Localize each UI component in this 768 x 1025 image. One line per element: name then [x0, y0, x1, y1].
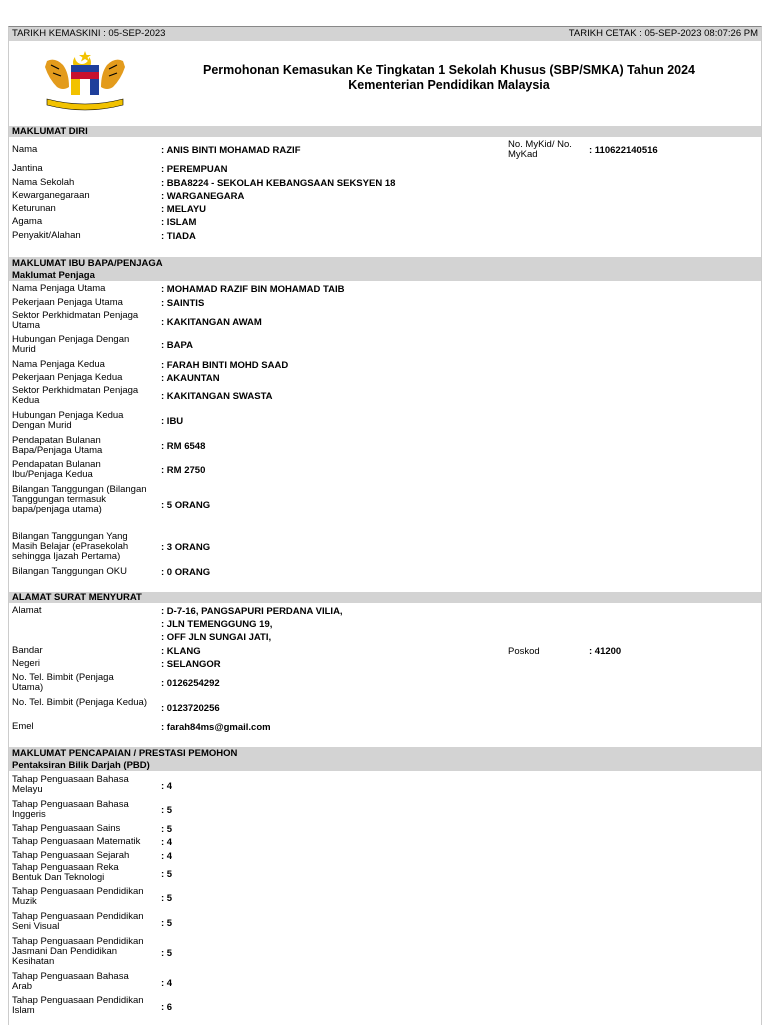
field-value: : 5 — [161, 805, 173, 816]
field-label: Sektor Perkhidmatan Penjaga Kedua — [12, 385, 139, 406]
section-heading: MAKLUMAT DIRI — [12, 126, 88, 137]
field-value: : 4 — [161, 781, 173, 792]
field-label: No. Tel. Bimbit (Penjaga Utama) — [12, 672, 114, 693]
field-label: Sektor Perkhidmatan Penjaga Utama — [12, 310, 139, 331]
section-heading: MAKLUMAT PENCAPAIAN / PRESTASI PEMOHON — [12, 748, 238, 759]
field-value: : KAKITANGAN SWASTA — [161, 391, 273, 402]
field-label: Tahap Penguasaan Reka Bentuk Dan Teknologi — [12, 862, 119, 883]
section-heading: MAKLUMAT IBU BAPA/PENJAGA — [12, 258, 163, 269]
field-label: Tahap Penguasaan Matematik — [12, 836, 141, 847]
field-label: Tahap Penguasaan Pendidikan Jasmani Dan Pendidikan Kesihatan — [12, 936, 144, 967]
field-label: Negeri — [12, 658, 40, 669]
section-subheading: Maklumat Penjaga — [12, 270, 95, 281]
field-value: : farah84ms@gmail.com — [161, 722, 271, 733]
field-label: Tahap Penguasaan Sejarah — [12, 850, 130, 861]
field-label: Bilangan Tanggungan OKU — [12, 566, 127, 577]
field-value: : SELANGOR — [161, 659, 221, 670]
field-value: : BAPA — [161, 340, 194, 351]
field-label: Tahap Penguasaan Pendidikan Seni Visual — [12, 911, 144, 932]
field-label: Tahap Penguasaan Sains — [12, 823, 121, 834]
field-value: : 4 — [161, 837, 173, 848]
section-heading: ALAMAT SURAT MENYURAT — [12, 592, 142, 603]
field-value: : 5 — [161, 948, 173, 959]
document-page — [8, 26, 762, 1025]
field-label: Tahap Penguasaan Pendidikan Islam — [12, 995, 144, 1016]
poskod-label: Poskod — [508, 646, 540, 657]
field-label: Bilangan Tanggungan Yang Masih Belajar (ePrasekolah sehingga Ijazah Pertama) — [12, 531, 129, 562]
field-value: : MOHAMAD RAZIF BIN MOHAMAD TAIB — [161, 284, 345, 295]
field-label: Nama Penjaga Kedua — [12, 359, 105, 370]
field-value: : ISLAM — [161, 217, 197, 228]
field-value: : SAINTIS — [161, 298, 205, 309]
field-label: Alamat — [12, 605, 42, 616]
malaysia-crest-icon — [37, 49, 133, 111]
field-value: : 0126254292 — [161, 678, 220, 689]
updated-date: TARIKH KEMASKINI : 05-SEP-2023 — [12, 28, 166, 39]
field-value: : 6 — [161, 1002, 173, 1013]
section-alamat — [9, 592, 761, 603]
field-value: : 0123720256 — [161, 703, 220, 714]
section-pencapaian — [9, 747, 761, 771]
field-value: : RM 6548 — [161, 441, 206, 452]
field-label: Penyakit/Alahan — [12, 230, 81, 241]
field-value: : 3 ORANG — [161, 542, 211, 553]
field-label: Tahap Penguasaan Bahasa Inggeris — [12, 799, 129, 820]
field-value: : 4 — [161, 851, 173, 862]
field-label: Keturunan — [12, 203, 56, 214]
field-value: : WARGANEGARA — [161, 191, 245, 202]
field-value: : PEREMPUAN — [161, 164, 228, 175]
field-value: : 0 ORANG — [161, 567, 211, 578]
field-value: : JLN TEMENGGUNG 19, — [161, 619, 273, 630]
field-label: Hubungan Penjaga Kedua Dengan Murid — [12, 410, 124, 431]
field-row — [9, 145, 761, 156]
field-label: Tahap Penguasaan Pendidikan Muzik — [12, 886, 144, 907]
section-maklumat-diri — [9, 126, 761, 137]
field-value: : 5 — [161, 869, 173, 880]
field-value: : RM 2750 — [161, 465, 206, 476]
field-value: : 5 — [161, 918, 173, 929]
field-label: Pendapatan Bulanan Bapa/Penjaga Utama — [12, 435, 103, 456]
field-label: Nama Penjaga Utama — [12, 283, 106, 294]
field-value: : AKAUNTAN — [161, 373, 220, 384]
field-value: : KAKITANGAN AWAM — [161, 317, 262, 328]
field-value: : 4 — [161, 978, 173, 989]
field-label: Pekerjaan Penjaga Kedua — [12, 372, 123, 383]
field-label: Nama Sekolah — [12, 177, 75, 188]
field-label: Hubungan Penjaga Dengan Murid — [12, 334, 130, 355]
field-value: : 5 ORANG — [161, 500, 211, 511]
field-value: : ANIS BINTI MOHAMAD RAZIF — [161, 145, 301, 156]
field-label: Agama — [12, 216, 43, 227]
form-title: Permohonan Kemasukan Ke Tingkatan 1 Sekolah Khusus (SBP/SMKA) Tahun 2024 — [202, 63, 696, 77]
field-value: : FARAH BINTI MOHD SAAD — [161, 360, 289, 371]
field-value: : BBA8224 - SEKOLAH KEBANGSAAN SEKSYEN 18 — [161, 178, 396, 189]
printed-date: TARIKH CETAK : 05-SEP-2023 08:07:26 PM — [568, 28, 758, 39]
field-label: Tahap Penguasaan Bahasa Arab — [12, 971, 129, 992]
field-label: Bandar — [12, 645, 43, 656]
field-value: : D-7-16, PANGSAPURI PERDANA VILIA, — [161, 606, 343, 617]
field-value: : OFF JLN SUNGAI JATI, — [161, 632, 272, 643]
field-value: : TIADA — [161, 231, 196, 242]
mykid-label: No. MyKid/ No. MyKad — [508, 139, 572, 160]
field-label: Tahap Penguasaan Bahasa Melayu — [12, 774, 129, 795]
field-value: : KLANG — [161, 646, 201, 657]
field-label: Jantina — [12, 163, 43, 174]
field-value: : 5 — [161, 824, 173, 835]
field-label: Pendapatan Bulanan Ibu/Penjaga Kedua — [12, 459, 101, 480]
field-label: No. Tel. Bimbit (Penjaga Kedua) — [12, 697, 148, 708]
ministry-name: Kementerian Pendidikan Malaysia — [348, 78, 550, 92]
field-label: Nama — [12, 144, 38, 155]
section-subheading: Pentaksiran Bilik Darjah (PBD) — [12, 760, 150, 771]
poskod-value: : 41200 — [589, 646, 622, 657]
mykid-value: : 110622140516 — [589, 145, 658, 156]
section-maklumat-penjaga — [9, 257, 761, 281]
field-label: Pekerjaan Penjaga Utama — [12, 297, 123, 308]
field-value: : 5 — [161, 893, 173, 904]
field-label: Bilangan Tanggungan (Bilangan Tanggungan termasuk bapa/penjaga utama) — [12, 484, 147, 515]
field-value: : IBU — [161, 416, 184, 427]
field-label: Emel — [12, 721, 34, 732]
print-header-bar — [9, 27, 761, 41]
field-value: : MELAYU — [161, 204, 207, 215]
field-label: Kewarganegaraan — [12, 190, 90, 201]
